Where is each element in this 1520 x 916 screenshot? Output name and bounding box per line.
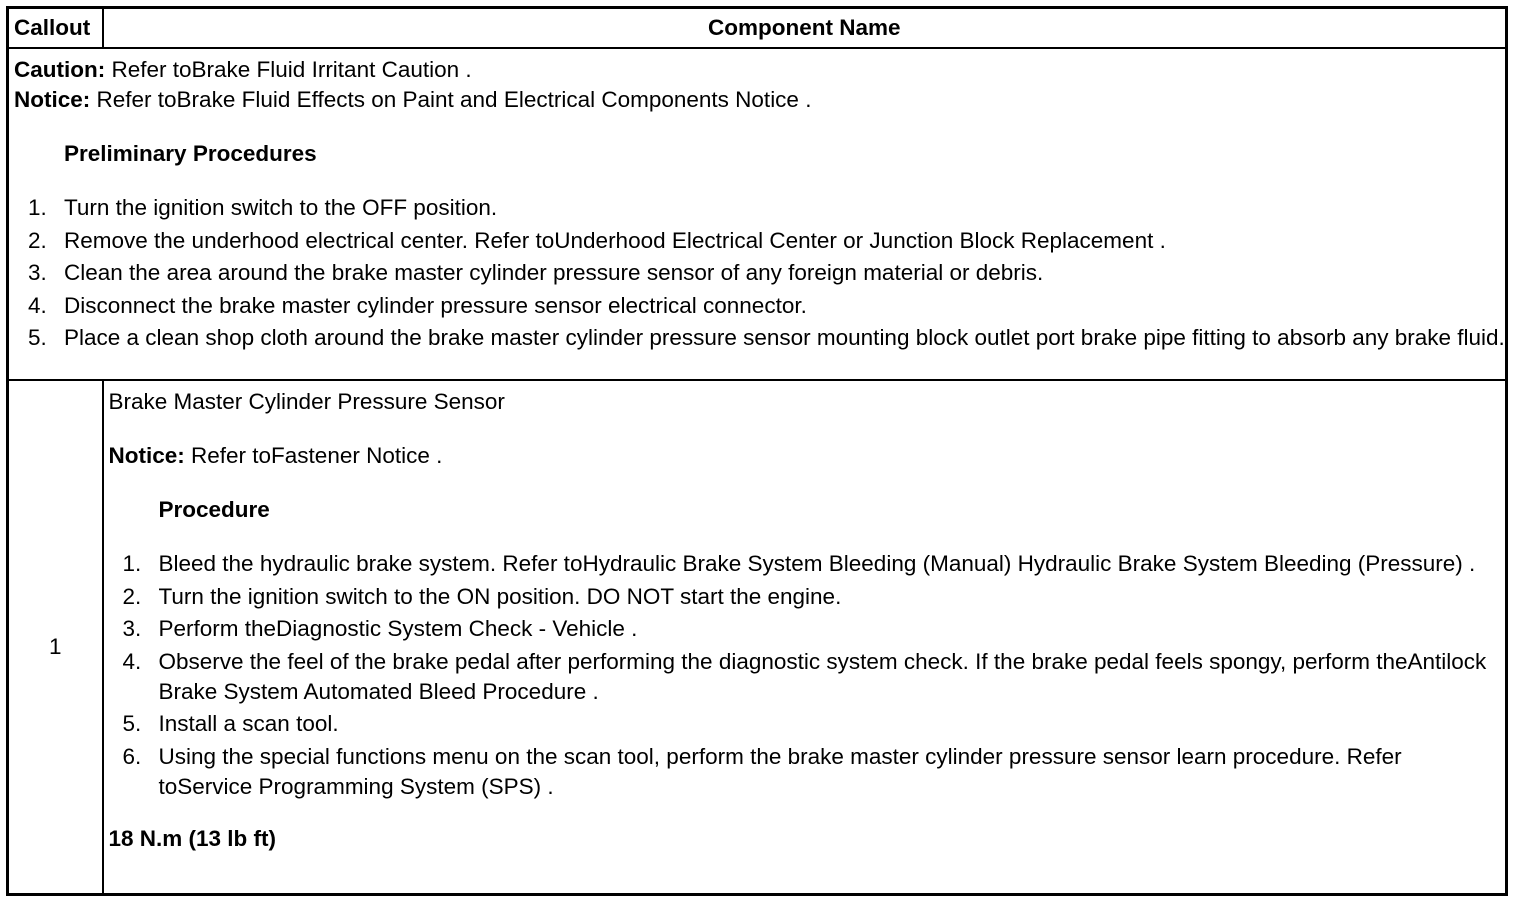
list-item: 1. Bleed the hydraulic brake system. Refer toHydraulic Brake System Bleeding (Manual) Hydraulic Brake System Bleeding (Pressure) . [122, 551, 1476, 576]
component-notice-text: Refer toFastener Notice . [184, 443, 443, 468]
component-title: Brake Master Cylinder Pressure Sensor [108, 389, 505, 414]
component-notice-label: Notice: [108, 443, 185, 468]
torque-spec: 18 N.m (13 lb ft) [108, 825, 277, 851]
list-item: 2. Remove the underhood electrical center. Refer toUnderhood Electrical Center or Junction Block Replacement . [28, 227, 1166, 253]
list-item: 3. Perform theDiagnostic System Check - Vehicle . [122, 616, 638, 641]
list-item: 5. Install a scan tool. [122, 711, 339, 736]
list-item: 6. Using the special functions menu on the scan tool, perform the brake master cylinder pressure sensor learn procedure. Refer toService Programming System (SPS) . [122, 743, 1402, 799]
callout-number: 1 [8, 380, 103, 895]
notice-label: Notice: [14, 87, 91, 112]
procedure-heading: Procedure [158, 497, 270, 522]
list-item: 5. Place a clean shop cloth around the brake master cylinder pressure sensor mounting block outlet port brake pipe fitting to absorb any brake fluid. [28, 325, 1505, 350]
preliminary-steps-list [14, 193, 1505, 353]
caution-label: Caution: [14, 57, 106, 82]
caution-line [14, 55, 1505, 85]
list-item: 3. Clean the area around the brake master cylinder pressure sensor of any foreign material or debris. [28, 260, 1044, 285]
preliminary-row [8, 48, 1507, 380]
list-item: 4. Observe the feel of the brake pedal after performing the diagnostic system check. If the brake pedal feels spongy, perform theAntilock Brake System Automated Bleed Procedure . [122, 648, 1487, 704]
procedure-steps-list [109, 549, 1488, 802]
component-name-column-header: Component Name [103, 8, 1507, 49]
list-item: 4. Disconnect the brake master cylinder pressure sensor electrical connector. [28, 292, 807, 318]
component-notice-line [109, 441, 1488, 471]
component-row [8, 380, 1507, 895]
caution-text: Refer toBrake Fluid Irritant Caution . [105, 57, 472, 82]
component-cell [103, 380, 1507, 895]
preliminary-procedures-heading: Preliminary Procedures [64, 141, 317, 166]
procedure-table [6, 6, 1508, 896]
notice-text: Refer toBrake Fluid Effects on Paint and Electrical Components Notice . [90, 87, 812, 112]
notice-line [14, 85, 1505, 115]
list-item: 1. Turn the ignition switch to the OFF position. [28, 195, 498, 220]
preliminary-cell [8, 48, 1507, 380]
list-item: 2. Turn the ignition switch to the ON position. DO NOT start the engine. [122, 583, 842, 609]
header-row [8, 8, 1507, 49]
callout-column-header: Callout [8, 8, 103, 49]
